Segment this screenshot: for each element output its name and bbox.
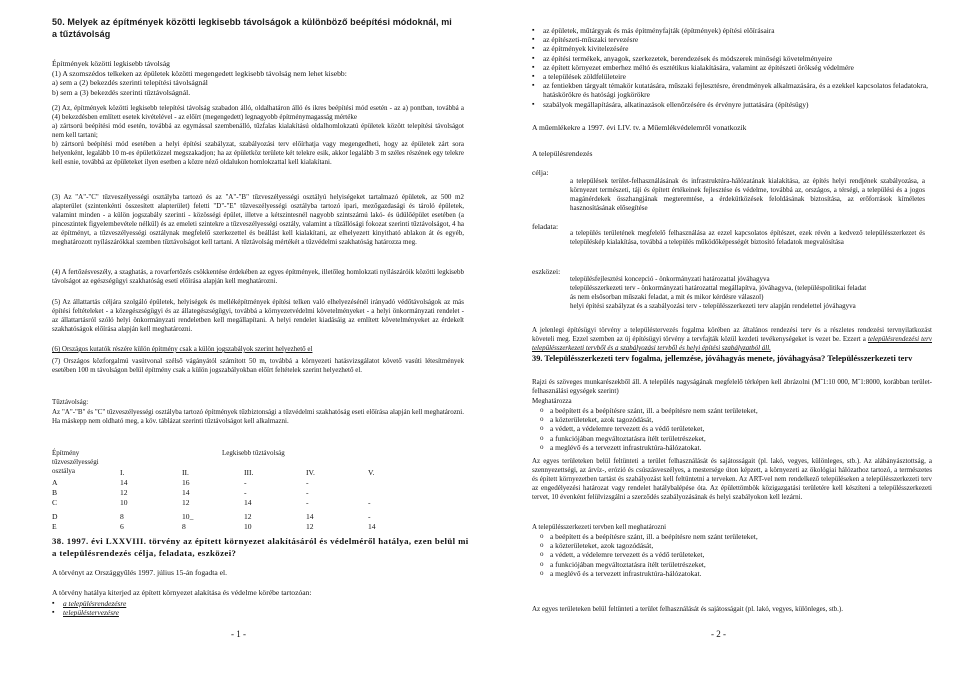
page-number: - 1 -	[231, 629, 246, 639]
table-head-class: Építmény tűzveszélyességi osztálya	[52, 449, 99, 475]
table-cell-class: B	[52, 488, 58, 497]
table-cell: 8	[182, 522, 186, 531]
section-50-heading: 50. Melyek az építmények közötti legkisebb távolságok a különböző beépítési módoknál, mi a tűztávolság	[52, 17, 452, 39]
paragraph-3: (3) Az "A"-"C" tűzveszélyességi osztályba tartozó és az "A"-"B" tűzveszélyességi osztályú helyiségeket tartalmazó épületek, az 500 m2 alapterület (szintenkénti összesített alapterület) feletti "D"-"E" tűzveszélyességi osztályba tartozó ipari, mezőgazdasági és tároló épületek, valamint minden - a külön jogszabály szerinti - közösségi épület, illetve a kétszintesnél nagyobb szintszámú lakó- és üdülőépület esetében (a pinceszintek figyelembevétele nélkül) és az emeleti szintekre a tűzveszélyességi osztály, valamint a tűzállósági fokozat szerinti tűztávolságot, 4 ha az építményt, a tűzveszélyességi osztálynak megfelelő szerkezettel és beállást kell kialakítani, az elhelyezett kinyitható ablakon át és egyéb, meghatározott nyílászárókkal szemben tűztávolságot kell tartani. A tűztávolság mértékét a tűzvédelmi szakhatóság határozza meg.	[52, 193, 464, 246]
table-head-degree: V.	[368, 468, 375, 477]
goal-label: célja:	[532, 168, 549, 177]
table-cell-class: E	[52, 522, 57, 531]
table-row	[52, 478, 408, 488]
paragraph-7: (7) Országos közforgalmú vasútvonal szélső vágányától számított 50 m, továbbá a környezeti hatásvizsgálatot követő vasúti létesítmények esetében 100 m távolságon belül építmény csak a külön jogszabályokban előírt feltételek szerint helyezhető el.	[52, 357, 464, 374]
table-cell: -	[368, 512, 371, 521]
current-law-text: A jelenlegi építésügyi törvény a településtervezés fogalma körében az általános rendezési terv és a részletes rendezési tervnyilatkozást követeli meg. Ezzel szemben az új építésügyi törvény a tervfajták közül kezdeti tevékenységeket is vezet be. Ezzert a	[532, 326, 932, 343]
paragraph-2: (2) Az, építmények közötti legkisebb telepítési távolság szabadon álló, oldalhatáron álló és ikres beépítési mód esetén - az a) pontban, továbbá a (4) bekezdésben említett esetek kivételével - az előírt (megengedett) legnagyobb építménymagasság mértéke a) zártsorú beépítési mód esetén, továbbá az egymással szembenálló, tűzfalas kialakítású oldalhomlokzatú épületek között telepítési távolságot nem kell tartani; b) zártsorú beépítési mód esetében a helyi építési szabályzat, szabályozási terv előírhatja vagy megengedheti, hogy az épületek zárt sora helyenként, legalább 10 m-es épületközzel megszakadjon; ha az épületköz területe két telekre esik, akkor legalább 3 m széles részének egy telekre kell esnie, továbbá az épületeket ilyen esetben a közre néző oldalukon homlokzattal kell kialakítani.	[52, 104, 464, 166]
determines-list	[540, 406, 920, 452]
list-item: o a beépített és a beépítésre szánt, ill. a beépítésre nem szánt területeket,	[540, 406, 920, 415]
list-item: o a közterületeket, azok tagozódását,	[540, 541, 920, 550]
list-item: ▪ az építészeti-műszaki tervezésre	[532, 35, 932, 44]
list-item: helyi építési szabályzat és a szabályozási terv - településszerkezeti terv alapján rendelettel jóváhagyva	[570, 302, 856, 310]
list-item: településfejlesztési koncepció - önkormányzati határozattal jóváhagyva	[570, 275, 770, 283]
table-cell	[368, 488, 408, 498]
table-head-degree: IV.	[306, 468, 315, 477]
paragraph-6: (6) Országos kutatók részére külön építmény csak a külön jogszabályok szerint helyezhető el	[52, 345, 313, 353]
list-item: o a funkciójában megváltoztatásra ítélt területrészeket,	[540, 434, 920, 443]
determines-label: Meghatározza	[532, 397, 572, 405]
fire-distance-table	[52, 449, 452, 532]
list-item: ▪ az épületek, műtárgyak és más építményfajták (építmények) építési előírásaira	[532, 26, 932, 35]
table-cell: 16	[182, 478, 190, 487]
area-usage-paragraph: Az egyes területeken belül feltünteti a terület felhasználását és sajátosságait (pl. lakó, vegyes, különleges, stb.). Az alábányásztottság, a szennyezettségi, az árvíz-, erózió és csúszásveszélyes, a mestersége úton képzett, a környezeti az ökológiai hálózathoz tartozó, a természetes és épített környezetben tartást és szabályozást kell feltüntetni a terveken. Az ART-vel nem rendelkező településeken a településszerkezeti terv az engedélyezési határozat vagy rendelet hatálybalépése óta. Az épülettömbök közigazgatási területére kell készíteni a településszerkezeti tervet, 10 évenként felülvizsgálni a szerződés szabályozásának és helyi szabályokon kell lezárni.	[532, 457, 932, 501]
table-cell: -	[244, 488, 247, 497]
task-text: a település területének megfelelő felhasználása az ezzel kapcsolatos építészet, ezek révén a kedvező településszerkezet és településkép kialakítása, továbbá a település működőképességét biztosító feladatok megvalósítása	[570, 229, 925, 246]
area-usage-paragraph-2: Az egyes területeken belül feltünteti a terület felhasználását és sajátosságait (pl. lakó, vegyes, különleges, stb.).	[532, 605, 844, 613]
section-38-heading: 38. 1997. évi LXXVIII. törvény az épített környezet alakításáról és védelméről hatálya, ezen belül mi a településrendezés célja, feladata, eszközei?	[52, 536, 469, 558]
law-date: A törvényt az Országgyűlés 1997. július 15-án fogadta el.	[52, 568, 228, 577]
law-scope-intro: A törvény hatálya kiterjed az épített környezet alakítása és védelme körébe tartozóan:	[52, 588, 312, 597]
list-item: ▪ az építési termékek, anyagok, szerkezetek, berendezések és módszerek minőségi követelményeire	[532, 54, 932, 63]
goal-text: a települések terület-felhasználásának és infrastruktúra-hálózatának kialakítása, az építés helyi rendjének szabályozása, a környezet természeti, táji és épített értékeinek fejlesztése és védelme, továbbá az, országos, a térségi, a települési és a jogos magánérdekek összhangjának megteremtése, a érdekütközések feloldásának biztosítása, az erőforrások kíméletes hasznosításának elősegítése	[570, 177, 925, 212]
table-cell-class: C	[52, 498, 58, 507]
table-cell: -	[368, 498, 371, 507]
settlement-planning-title: A településrendezés	[532, 149, 593, 158]
table-cell: -	[306, 498, 309, 507]
table-cell: 14	[244, 498, 252, 507]
list-item: ▪ az fentiekben tárgyalt témakör kutatására, műszaki fejlesztésre, érendmények alkalmazására, és a ezekkel kapcsolatos feladatokra, hatáskörökre és hatósági jogkörökre	[532, 81, 932, 99]
distance-intro: Építmények közötti legkisebb távolság (1) A szomszédos telkeken az épületek közötti megengedett legkisebb távolság nem lehet kisebb: a) sem a (2) bekezdés szerinti telepítési távolságnál b) sem a (3) bekezdés szerinti tűztávolságnál.	[52, 59, 347, 97]
list-item: ▪ szabályok megállapítására, alkatinazások ellenőrzésére és érvényre juttatására (építésügy)	[532, 100, 932, 109]
list-item: ▪ a településrendezésre	[52, 599, 432, 608]
page-number: - 2 -	[711, 629, 726, 639]
list-item: ▪ településtervezésre	[52, 608, 432, 617]
table-row	[52, 522, 408, 532]
list-item: o a meglévő és a tervezett infrastruktúra-hálózatokat.	[540, 569, 920, 578]
tools-list	[570, 275, 930, 311]
structure-plan-list	[540, 532, 920, 578]
list-item: o a meglévő és a tervezett infrastruktúra-hálózatokat.	[540, 443, 920, 452]
table-head-degree: I.	[120, 468, 125, 477]
table-cell: 10	[120, 498, 128, 507]
law-scope-list	[52, 599, 432, 617]
page-2	[480, 0, 960, 674]
table-cell: 10	[244, 522, 252, 531]
tools-label: eszközei:	[532, 267, 561, 276]
fire-distance-title: Tűztávolság:	[52, 398, 89, 406]
list-item: településszerkezeti terv - önkormányzati határozattal megállapítva, jóváhagyva, (településpolitikai feladat	[570, 284, 867, 292]
list-item: o a beépített és a beépítésre szánt, ill. a beépítésre nem szánt területeket,	[540, 532, 920, 541]
structure-plan-label: A településszerkezeti tervben kell meghatározni	[532, 523, 667, 531]
list-item: o a védett, a védelemre tervezett és a védő területeket,	[540, 550, 920, 559]
list-item: o a funkciójában megváltoztatásra ítélt területrészeket,	[540, 560, 920, 569]
list-item: ás nem elsősorban műszaki feladat, a mit és mikor kérdésre válaszol)	[570, 293, 764, 301]
paragraph-5: (5) Az állattartás céljára szolgáló épületek, helyiségek és melléképítmények építési telken való elhelyezésénél irányadó védőtávolságok az más építési feltételeket - a közegészségügyi és az állategészségügyi, továbbá a környezetvédelmi követelményeket - a helyi önkormányzati rendelet - az állattartásról szóló helyi önkormányzati rendeletben kell megállapítani. A helyi rendelet kiadásáig az említett követelményeket az érdekelt szakhatóságok előírása alapján kell meghatározni.	[52, 298, 464, 333]
table-cell: -	[244, 478, 247, 487]
table-cell-class: D	[52, 512, 58, 521]
table-cell: 14	[368, 522, 376, 531]
table-cell: 6	[120, 522, 124, 531]
monument-note: A műemlékekre a 1997. évi LIV. tv. a Műemlékvédelemről vonatkozik	[532, 123, 747, 132]
fire-table-grid	[52, 468, 408, 532]
list-item: ▪ a települések zöldfelületeire	[532, 72, 932, 81]
table-cell: 10_	[182, 512, 194, 521]
drawing-parts: Rajzi és szöveges munkarészekből áll. A település nagyságának megfelelő térképen kell ábrázolni (M˜1:10 000, M˜1:8000, korábban terület-felhasználási egységek szerint)	[532, 378, 932, 395]
current-law-paragraph	[532, 326, 932, 353]
table-cell-class: A	[52, 478, 58, 487]
table-cell: 12	[306, 522, 314, 531]
table-cell: 12	[182, 498, 190, 507]
table-head-distance: Legkisebb tűztávolság	[222, 449, 285, 457]
table-cell: 14	[306, 512, 314, 521]
table-row	[52, 488, 408, 498]
paragraph-4: (4) A fertőzésveszély, a szaghatás, a rovarfertőzés csökkentése érdekében az egyes építmények, illetőleg homlokzati nyílászáróik közötti legkisebb távolságot az egészségügyi szakhatóság esetí előírása alapján kell meghatározni.	[52, 268, 464, 285]
table-cell: -	[306, 488, 309, 497]
fire-distance-text: Az "A"-"B" és "C" tűzveszélyességi osztályba tartozó építmények tűzbiztonsági a tűzvédelmi szakhatóság eseti előírása alapján kell meghatározni. Ha máskepp nem oldható meg, a köv. táblázat szerinti tűztávolságot kell alkalmazni.	[52, 408, 464, 425]
list-item: o a védett, a védelemre tervezett és a védő területeket,	[540, 424, 920, 433]
list-item: ▪ az épített környezet emberhez méltó és esztétikus kialakítására, valamint az építészeti örökség védelmére	[532, 63, 932, 72]
table-row	[52, 512, 408, 522]
table-cell: 12	[120, 488, 128, 497]
section-39-heading: 39. Településszerkezeti terv fogalma, jellemzése, jóváhagyás menete, jóváhagyása? Településszerkezeti terv	[532, 354, 913, 363]
current-law-link: településrendezési terv településszerkezeti tervből és a szabályozási tervből és helyi építési szabályzatból áll.	[532, 335, 932, 352]
table-cell: 8	[120, 512, 124, 521]
table-head-degree: II.	[182, 468, 189, 477]
table-head-degree: III.	[244, 468, 254, 477]
task-label: feladata:	[532, 222, 559, 231]
table-cell: 14	[120, 478, 128, 487]
table-cell: -	[306, 478, 309, 487]
table-cell	[368, 478, 408, 488]
table-row	[52, 498, 408, 508]
list-item: ▪ az építmények kivitelezésére	[532, 44, 932, 53]
table-cell: 14	[182, 488, 190, 497]
table-cell: 12	[244, 512, 252, 521]
list-item: o a közterületeket, azok tagozódását,	[540, 415, 920, 424]
scope-bullets	[532, 26, 932, 109]
